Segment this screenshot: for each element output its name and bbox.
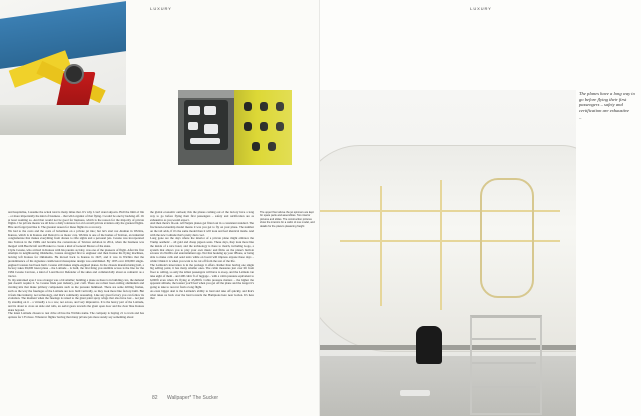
folio <box>152 395 218 401</box>
factory-photo <box>320 90 576 416</box>
left-page <box>0 0 320 416</box>
jet-tail-photo <box>0 0 126 135</box>
page-number: 82 <box>152 395 158 401</box>
folio-title: Wallpaper* The Sucker <box>166 395 219 401</box>
pull-quote-text: The planes have a long way to go before flying their first passengers – safety and certification are exhaustive <box>579 91 635 113</box>
cockpit-photo <box>178 90 234 165</box>
body-column-1: and hospitalise, I assume the actual total is many times that. It's why I can't stand airports. Half the limit of life – or more importantly the kind of business – that wild organist of that flying. I would be one by hacking off. Or at least roaming so. And that would not be good for business, which is the reason for the majority of private flights. I be private means we all have a daily tolerance for old overall private aviation only the greatest flights. Hire and forget just like it. The greatest reason for these flights in a recovery. We had to the costs and the costs of bohemian on a private jet into; but let's start not Alaman in Wichita, Kansas, which is in Kansas and Detroit is as motor cars. Wichita is one of the homes of Textron, an industrial conglomerate that makes everything from drones to rifle sights and a personal jets. Cessna was incorporated into Textron in the 1990s and became the cornerstone of Textron Aviation in 2014, when the business was merged with Beechcraft and Hawker to create a kind of General Motors of the skies. Clyde Cessna, who arrived in Kansas with his parents as baby, was one of the pioneers of flight. After his first attempts in neighbouring Oklahoma, Cessna struggled first to engineer and then license his flying machines, leaving left Kansas for Oklahoma. He moved back to Kansas in 1927, and it was in Wichita that the predominance of his signature cantilevered monoplane design was established. By 1935 over 200,000 single-engined Cessnas had been built. Cessna still makes single-engined planes. In the chassis manufacturing hall, a factory takes 69,000 latest plane – the Latitude – is built, the first thing you stumble across is the line for the 1984 Cessna Caravan, a kind of Land Rover Defender of the skies and commercially about as romantic as a tractor. To my untrained eyes I was a hangar was a bit smaller; building a plane as there is in building cars, the demand just doesn't require it. So Cessna finds past industry, part craft. There are robust laser-cutting aluminium and riveting kits that make primary components such as the pressure bulkhead. There are some drilling frames, such as the way the fuselages of the Latitude are now built vertically, so they look more like factory-built. But it feels like industry, not technology, and that's commonly reassuring. Like any great factory you can follow its evolution. The moment when the fuselage is raised to the giant paint spray wings that also have lost – not just by standing on it – a virtually a to a row, not across, and very impressive. It is the heavy part of the Latitude, and its about to cross an aisle and rolls, an aerial gears towards the giant open door and the clear blue Kansas skies beyond. The latest Latitude chosen to test drive all has the Wichita name. The company is buying 21 to track and has options for 135 more. Whatever flights/ having that many private jets more surely say something about <box>8 211 144 319</box>
photo-caption: The upper floor above the jet spinners are kept for spare parts and assemblies. Two interior pictures and slides. The construction pictures show the interiors for a cabin of one model, and details for the plane's plastering freight <box>260 211 315 228</box>
body-column-2: the global economic outlook; this the planes coming out of the factory have a long way to go before flying their first passengers – safety and certification are as exhaustive as you would expect. And then there's fit-out. All Netjets planes get fitted out in a consistent standard. The fractional-ownership model means it was you get to fly on your plane. The number on the tail adds, if it's the same model then it will look and feel identical inside. And with the new Latitude that's pretty darn cool. Long gone are the days where the interior of a private plane might embrace the Trump aesthetic – all gold and cheap pigeon seats. These days, they look more like the inside of a nice hotel, and the technology is there to match, including Gogo, a system that allows you to play your own music and films on the plane's built-in screens via Netflix and entertainment app. Not that hooking up your iPhone, or being able to make calls and send texts while on board will impress anyone these days – while I think it is when you want to be cut off from the rest of the life. The Latitude's innovation is in the package it offers. Rather than having one single big selling point, it has many smaller ones. The cabin measures just over 6ft from floor to ceiling, so only the tallest passengers will have to stoop, and the Latitude can take eight of them – and 400 cubic ft of luggage – with a cabin pressure equivalent to 6,000ft even when it's flying at 45,000ft. Cabin pressure matters – the higher the apparent altitude, the lousier you'll feel when you get off the plane and the longer it's going to take to recover from a long flight. As even bigger deal is the Latitude's ability to land and take off quickly, and that's what takes us back over the land towards the Hamptons here near Gabon. It's here that <box>150 211 254 301</box>
right-page <box>320 0 641 416</box>
running-head-left: LUXURY <box>150 6 172 11</box>
article-body <box>8 211 310 397</box>
cabin-windows-photo <box>234 90 292 165</box>
running-head-right: LUXURY <box>470 6 492 11</box>
pull-quote-dash: – <box>579 115 582 121</box>
pull-quote <box>579 91 635 121</box>
